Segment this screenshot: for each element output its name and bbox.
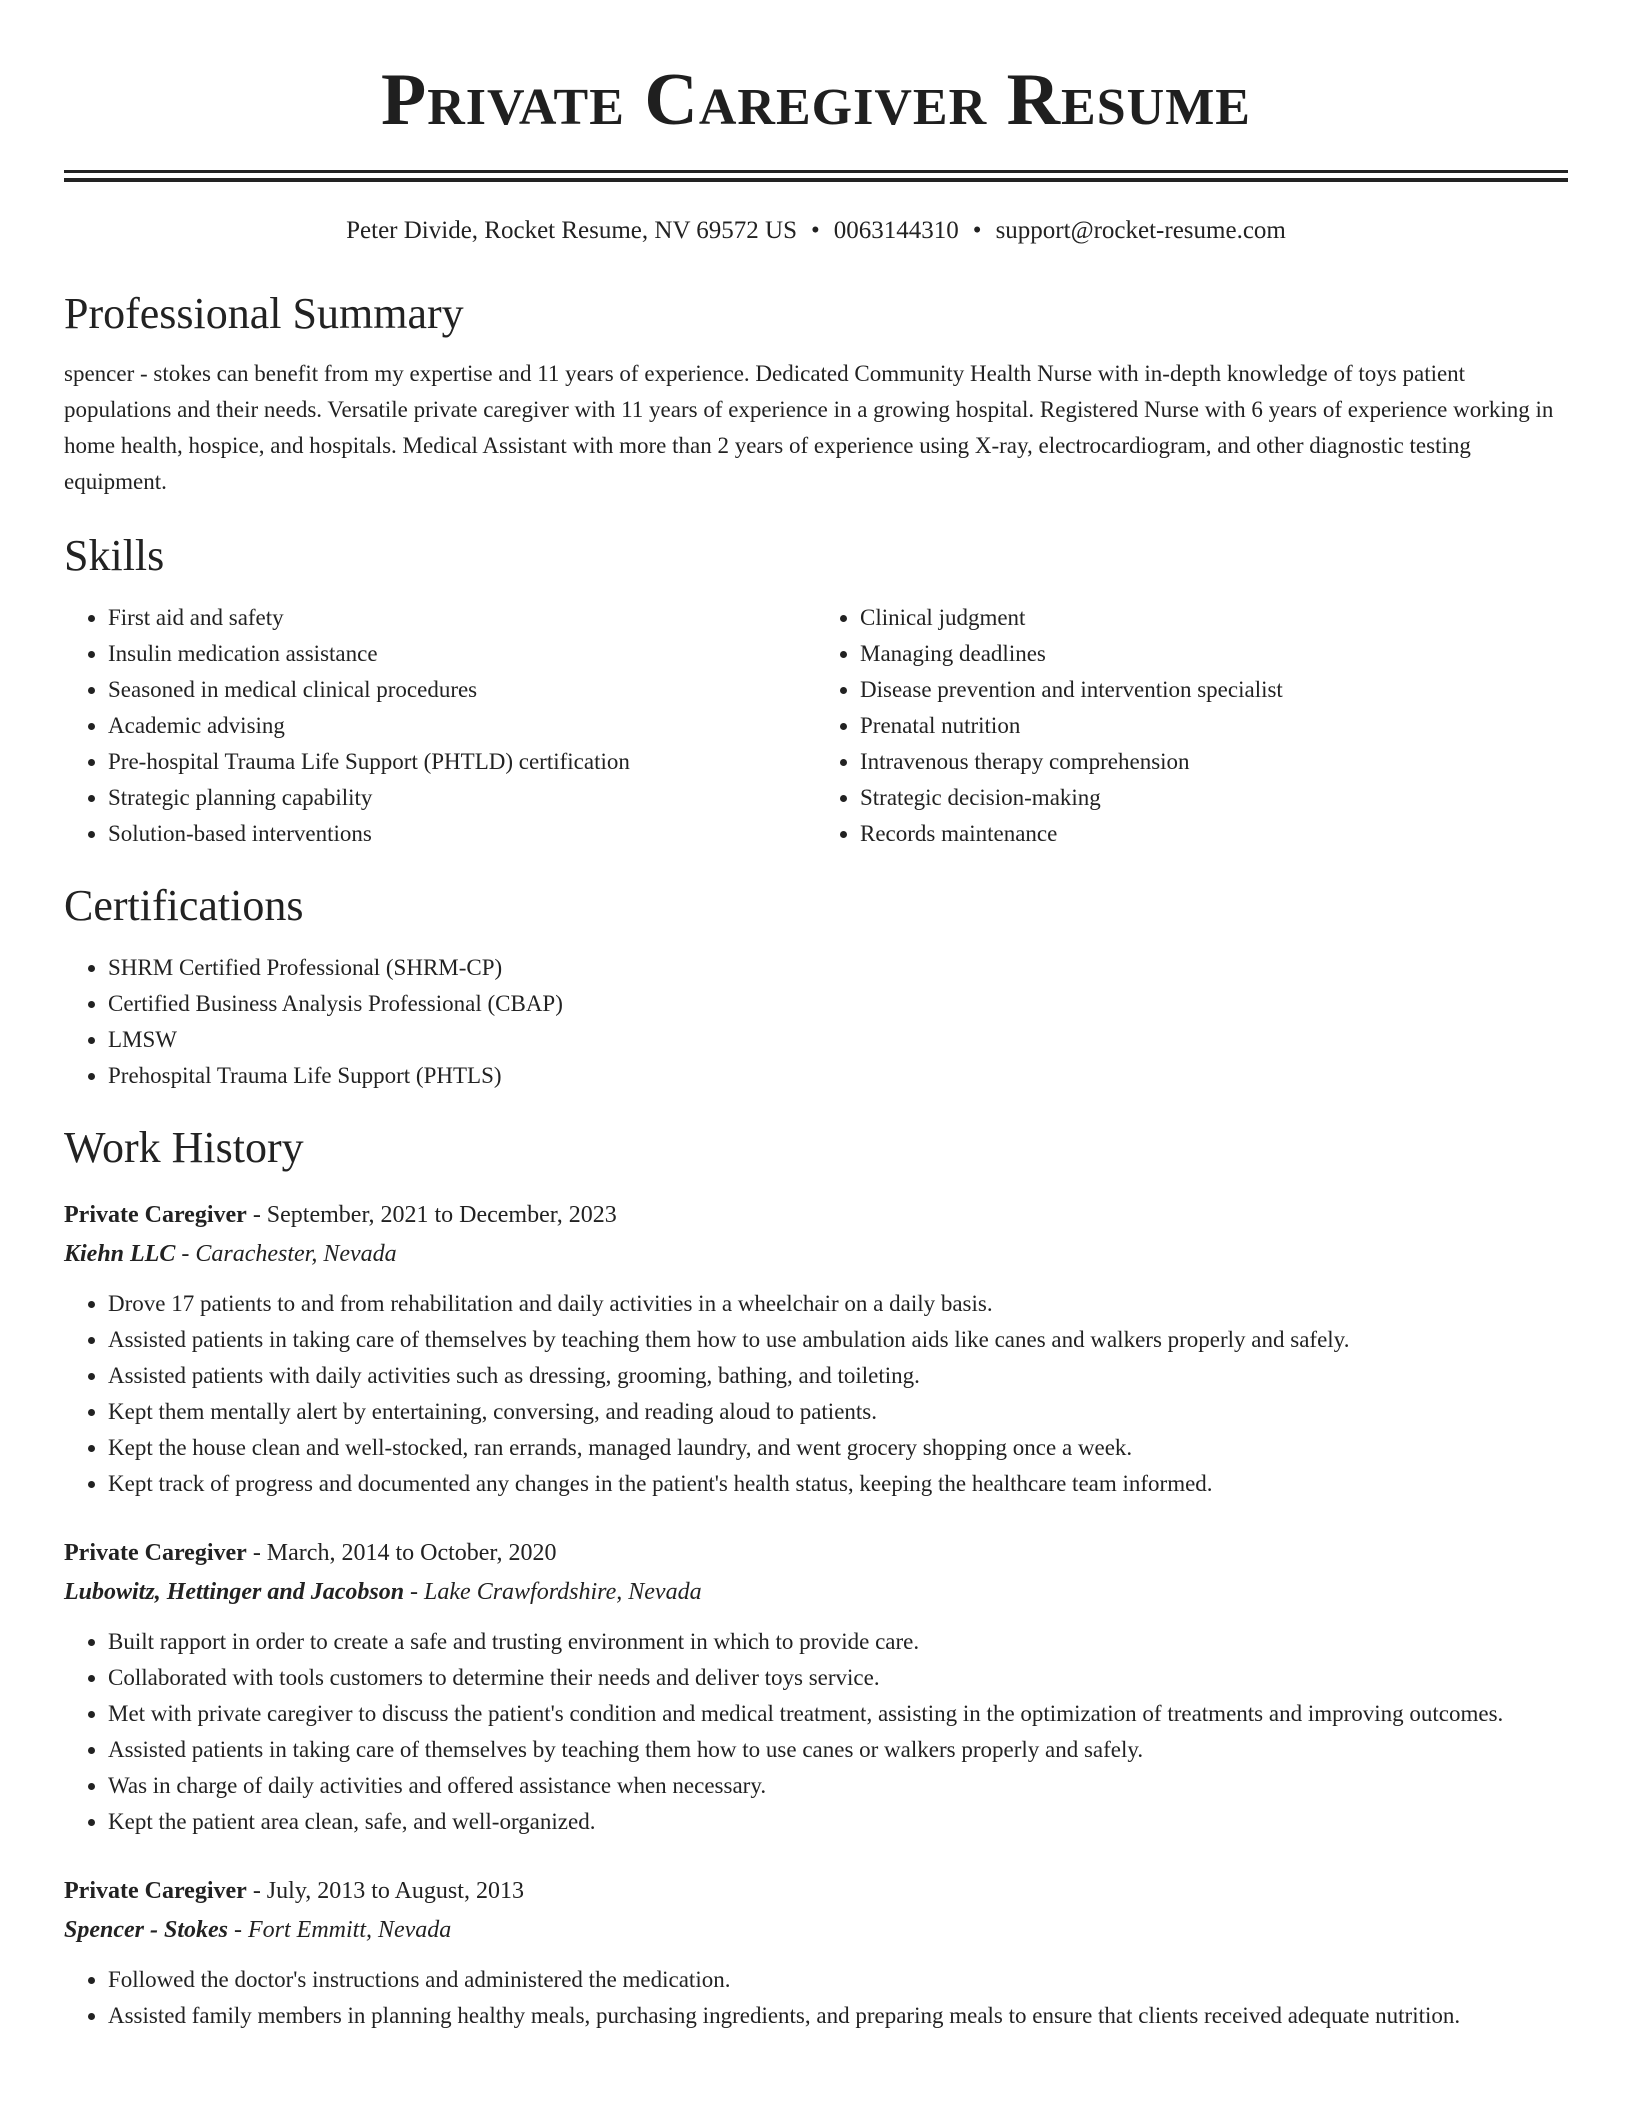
job-entry xyxy=(64,1872,1568,2034)
job-bullet: • Assisted patients in taking care of themselves by teaching them how to use ambulation aids like canes and walkers properly and safely. xyxy=(108,1322,1568,1358)
contact-separator: • xyxy=(972,217,982,244)
employer-location: - Fort Emmitt, Nevada xyxy=(228,1917,452,1943)
job-bullet: • Kept the patient area clean, safe, and well-organized. xyxy=(108,1804,1568,1840)
job-bullets xyxy=(64,1286,1568,1502)
skill-item: • Seasoned in medical clinical procedures xyxy=(108,672,816,708)
skill-item: • Managing deadlines xyxy=(860,636,1568,672)
job-title: Private Caregiver xyxy=(64,1878,247,1904)
skill-item: • Prenatal nutrition xyxy=(860,708,1568,744)
job-title: Private Caregiver xyxy=(64,1202,247,1228)
job-bullet: • Was in charge of daily activities and offered assistance when necessary. xyxy=(108,1768,1568,1804)
contact-separator: • xyxy=(811,217,820,244)
employer-location: - Carachester, Nevada xyxy=(175,1241,397,1267)
certification-item: • Certified Business Analysis Professional (CBAP) xyxy=(108,986,1568,1022)
employer-line xyxy=(64,1234,1568,1274)
skill-item: • Disease prevention and intervention specialist xyxy=(860,672,1568,708)
job-bullet: • Assisted family members in planning healthy meals, purchasing ingredients, and preparing meals to ensure that clients received adequate nutrition. xyxy=(108,1998,1568,2034)
job-bullet: • Collaborated with tools customers to determine their needs and deliver toys service. xyxy=(108,1660,1568,1696)
job-title-line xyxy=(64,1534,1568,1572)
skill-item: • First aid and safety xyxy=(108,600,816,636)
skill-item: • Pre-hospital Trauma Life Support (PHTLD) certification xyxy=(108,744,816,780)
skills-list-right xyxy=(816,600,1568,852)
work-history-heading: Work History xyxy=(64,1123,304,1172)
job-bullet: • Followed the doctor's instructions and administered the medication. xyxy=(108,1962,1568,1998)
employer-line xyxy=(64,1572,1568,1612)
job-dates: - September, 2021 to December, 2023 xyxy=(246,1202,617,1228)
job-title: Private Caregiver xyxy=(64,1540,247,1566)
employer-name: Kiehn LLC xyxy=(64,1241,176,1267)
contact-line xyxy=(64,216,1568,246)
skill-item: • Records maintenance xyxy=(860,816,1568,852)
employer-location: - Lake Crawfordshire, Nevada xyxy=(404,1579,702,1605)
skills-heading: Skills xyxy=(64,531,165,580)
certification-item: • LMSW xyxy=(108,1022,1568,1058)
certifications-list xyxy=(64,950,1568,1094)
contact-address: Peter Divide, Rocket Resume, NV 69572 US xyxy=(346,217,798,244)
job-bullets xyxy=(64,1962,1568,2034)
job-bullet: • Kept track of progress and documented any changes in the patient's health status, keeping the healthcare team informed. xyxy=(108,1466,1568,1502)
certification-item: • Prehospital Trauma Life Support (PHTLS) xyxy=(108,1058,1568,1094)
job-bullet: • Assisted patients in taking care of themselves by teaching them how to use canes or walkers properly and safely. xyxy=(108,1732,1568,1768)
certifications-heading: Certifications xyxy=(64,881,304,930)
job-entry xyxy=(64,1196,1568,1502)
job-bullet: • Built rapport in order to create a safe and trusting environment in which to provide care. xyxy=(108,1624,1568,1660)
title-rule-top xyxy=(64,170,1568,173)
summary-heading: Professional Summary xyxy=(64,289,464,338)
job-title-line xyxy=(64,1196,1568,1234)
skill-item: • Strategic planning capability xyxy=(108,780,816,816)
summary-text: spencer - stokes can benefit from my expertise and 11 years of experience. Dedicated Community Health Nurse with in-depth knowledge of toys patient populations and their needs. Versatile private caregiver with 11 years of experience in a growing hospital. Registered Nurse with 6 years of experience working in home health, hospice, and hospitals. Medical Assistant with more than 2 years of experience using X-ray, electrocardiogram, and other diagnostic testing equipment. xyxy=(64,361,1554,494)
skills-list-left xyxy=(64,600,816,852)
job-bullet: • Drove 17 patients to and from rehabilitation and daily activities in a wheelchair on a daily basis. xyxy=(108,1286,1568,1322)
page-title: Private Caregiver Resume xyxy=(381,59,1251,141)
title-rule-bottom xyxy=(64,178,1568,182)
skill-item: • Intravenous therapy comprehension xyxy=(860,744,1568,780)
employer-name: Lubowitz, Hettinger and Jacobson xyxy=(64,1579,405,1605)
job-bullet: • Kept the house clean and well-stocked, ran errands, managed laundry, and went grocery shopping once a week. xyxy=(108,1430,1568,1466)
job-dates: - July, 2013 to August, 2013 xyxy=(246,1878,524,1904)
contact-email: support@rocket-resume.com xyxy=(995,217,1286,244)
job-bullets xyxy=(64,1624,1568,1840)
skill-item: • Solution-based interventions xyxy=(108,816,816,852)
job-bullet: • Kept them mentally alert by entertaining, conversing, and reading aloud to patients. xyxy=(108,1394,1568,1430)
job-entry xyxy=(64,1534,1568,1840)
job-bullet: • Met with private caregiver to discuss the patient's condition and medical treatment, assisting in the optimization of treatments and improving outcomes. xyxy=(108,1696,1568,1732)
job-title-line xyxy=(64,1872,1568,1910)
employer-line xyxy=(64,1910,1568,1950)
skill-item: • Clinical judgment xyxy=(860,600,1568,636)
skill-item: • Insulin medication assistance xyxy=(108,636,816,672)
skills-columns xyxy=(64,600,1568,852)
job-bullet: • Assisted patients with daily activities such as dressing, grooming, bathing, and toileting. xyxy=(108,1358,1568,1394)
skill-item: • Academic advising xyxy=(108,708,816,744)
certification-item: • SHRM Certified Professional (SHRM-CP) xyxy=(108,950,1568,986)
contact-phone: 0063144310 xyxy=(833,217,959,244)
job-dates: - March, 2014 to October, 2020 xyxy=(246,1540,557,1566)
employer-name: Spencer - Stokes xyxy=(64,1917,228,1943)
skill-item: • Strategic decision-making xyxy=(860,780,1568,816)
